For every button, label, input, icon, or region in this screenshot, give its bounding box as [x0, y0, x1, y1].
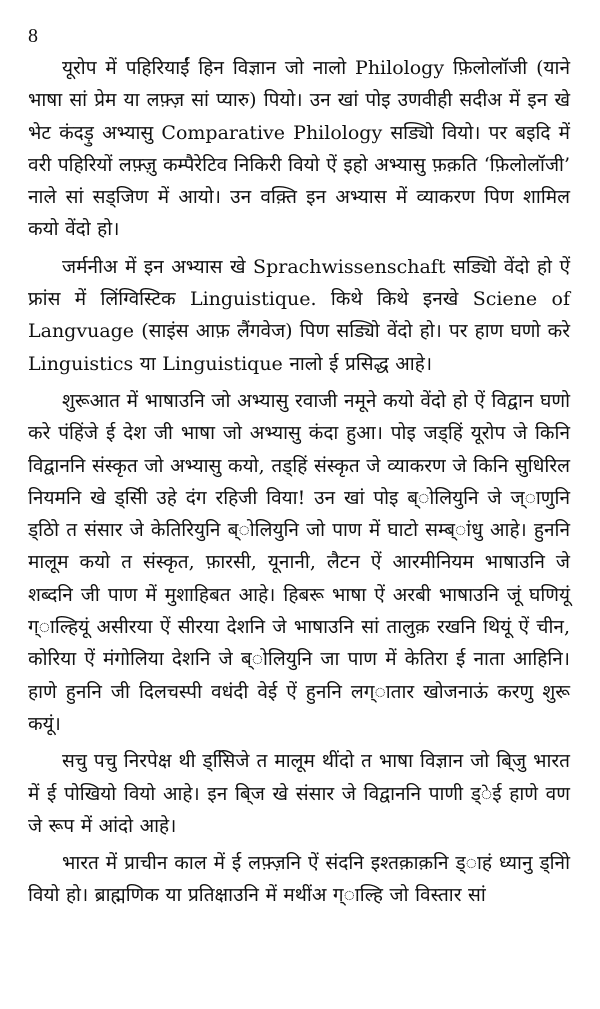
paragraph-linguistics-names: जर्मनीअ में इन अभ्यास खे Sprachwissenschaft सड्यिो वेंदो हो ऐं फ्रांस में लिंग्विस्टिक Linguistique. किथे किथे इनखे Sciene of Langvuage (साइंस आफ़ लैंगवेज) पिण सड्यिो वेंदो हो। पर हाण घणो करे Linguistics या Linguistique नालो ई प्रसिद्ध आहे। [28, 255, 570, 375]
paragraph-india-seed: सचु पचु निरपेक्ष थी ड्सििजे त मालूम थींदो त भाषा विज्ञान जो बि्जु भारत में ई पोखियो वियो आहे। इन बि्ज खे संसार जे विद्वाननि पाणी ड्ेई हाणे वण जे रूप में आंदो आहे। [28, 750, 570, 837]
paragraph-ancient-india: भारत में प्राचीन काल में ई लफ़्ज़नि ऐं संदनि इश्तक़ाक़नि ड्ाहं ध्यानु ड्निो वियो हो। ब्राह्मणिक या प्रतिक्षाउनि में मथींअ ग्ाल्हि जो विस्तार सां [28, 852, 570, 907]
paragraph-early-study: शुरूआत में भाषाउनि जो अभ्यासु रवाजी नमूने कयो वेंदो हो ऐं विद्वान घणो करे पंहिंजे ई देश जी भाषा जो अभ्यासु कंदा हुआ। पोइ जड्हिं यूरोप जे किनि विद्वाननि संस्कृत जो अभ्यासु कयो, तड्हिं संस्कृत जे व्याकरण जे किनि सुधिरिल नियमनि खे ड्सिी उहे दंग रहिजी विया! उन खां पोइ ब्ोलियुनि जे ज्ाणुनि ड्ठिो त संसार जे केतिरियुनि ब्ोलियुनि जो पाण में घाटो सम्ब्ांधु आहे। हुननि मालूम कयो त संस्कृत, फ़ारसी, यूनानी, लैटन ऐं आरमीनियम भाषाउनि जे शब्दनि जी पाण में मुशाहिबत आहे। हिबरू भाषा ऐं अरबी भाषाउनि जूं घणियूं ग्ाल्हियूं असीरया ऐं सीरया देशनि जे भाषाउनि सां तालुक़ रखनि थियूं ऐं चीन, कोरिया ऐं मंगोलिया देशनि जे ब्ोलियुनि जा पाण में केतिरा ई नाता आहिनि। हाणे हुननि जी दिलचस्पी वधंदी वेई ऐं हुननि लग्ातार खोजनाऊं करणु शुरू कयूं। [28, 389, 570, 735]
paragraph-philology-origin: यूरोप में पहिरियाईं हिन विज्ञान जो नालो Philology फ़िलोलॉजी (याने भाषा सां प्रेम या लफ़्ज़ सां प्यारु) पियो। उन खां पोइ उणवीही सदीअ में इन खे भेट कंदड़ु अभ्यासु Comparative Philology सड्यिो वियो। पर बइदि में वरी पहिरियों लफ़्ज़ु कम्पैरेटिव निकिरी वियो ऐं इहो अभ्यासु फ़क़ति ‘फ़िलोलॉजी’ नाले सां सड्जिण में आयो। उन वक़्ति इन अभ्यास में व्याकरण पिण शामिल कयो वेंदो हो। [28, 57, 570, 241]
page-number: 8 [28, 25, 38, 47]
